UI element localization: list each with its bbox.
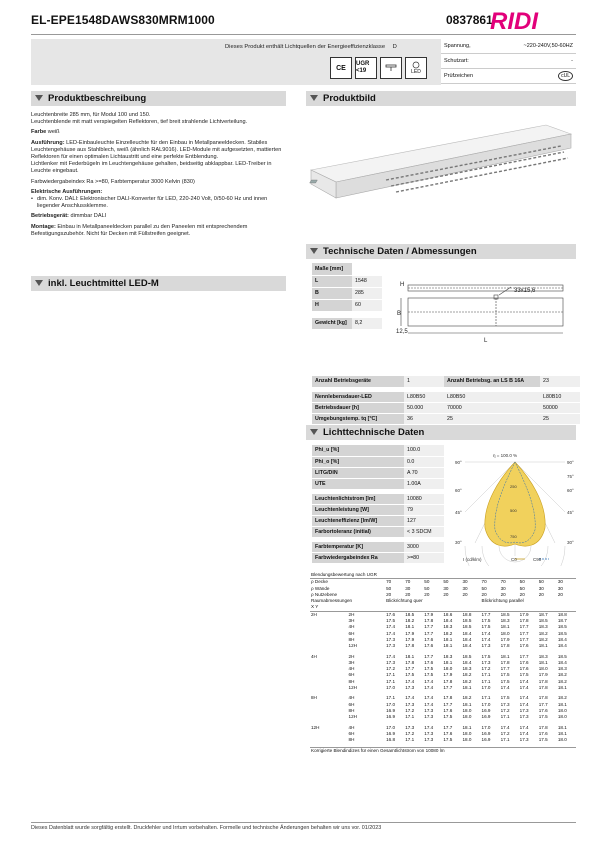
table-row: 8H 16.9 17.2 17.3 17.6 18.0 16.9 17.2 17.3 17.6 18.0 (348, 707, 567, 713)
product-title: EL-EPE1548DAWS830MRM1000 (31, 13, 215, 27)
svg-text:90°: 90° (455, 460, 462, 465)
table-row: Leuchtenlichtstrom [lm] 10080 (312, 493, 444, 504)
light-table (312, 445, 444, 564)
table-row: Farbortoleranz (initial) < 3 SDCM (312, 526, 444, 537)
table-row: 12H 4H 17.0 17.3 17.4 17.7 18.1 17.0 17.4 17.4 17.8 18.1 (311, 724, 567, 730)
table-row: 12H 17.0 17.3 17.4 17.7 18.1 17.0 17.4 17.4 17.8 18.1 (348, 685, 567, 691)
table-row: L 1548 (312, 275, 382, 287)
led-icon: LED (405, 57, 427, 79)
table-row: Nennlebensdauer-LED L80B50 L80B50 L80B10 (312, 391, 580, 402)
table-row: Betriebsdauer [h] 50.000 70000 50000 (312, 402, 580, 413)
section-produktbild: Produktbild (306, 91, 576, 106)
table-row: 3H 17.5 18.2 17.8 18.4 18.5 17.5 18.3 17.8 18.5 18.7 (348, 618, 567, 624)
section-technische-daten: Technische Daten / Abmessungen (306, 244, 576, 259)
table-row: 6H 17.4 17.9 17.7 18.2 18.4 17.4 18.0 17.7 18.2 18.5 (348, 630, 567, 636)
specs-panel (441, 39, 576, 84)
svg-text:500: 500 (510, 508, 517, 513)
table-row: 4H 2H 17.4 18.1 17.7 18.3 18.5 17.5 18.1 17.7 18.3 18.5 (311, 653, 567, 659)
svg-text:45°: 45° (567, 510, 574, 515)
energy-class: D (392, 44, 397, 50)
eta-label: η = 100.0 % (493, 453, 518, 458)
product-image (306, 120, 576, 230)
triangle-icon (35, 280, 43, 286)
operation-table (312, 376, 580, 425)
table-row: 6H 17.1 17.5 17.5 17.9 18.2 17.1 17.5 17.5 17.9 18.2 (348, 672, 567, 678)
table-row: 4H 17.4 18.1 17.7 18.3 18.5 17.5 18.1 17.7 18.3 18.5 (348, 624, 567, 630)
polar-unit: I (cd/klm) (463, 557, 482, 562)
ugr-table (310, 572, 576, 754)
dimensions-table (312, 263, 382, 330)
energy-label: Dieses Produkt enthält Lichtquellen der Energieeffizienzklasse D (225, 44, 397, 50)
table-row: 8H 16.8 17.1 17.3 17.5 18.0 16.9 17.1 17.3 17.5 18.0 (348, 737, 567, 743)
triangle-icon (310, 95, 318, 101)
svg-text:250: 250 (510, 484, 517, 489)
section-leuchtmittel: inkl. Leuchtmittel LED-M (31, 276, 286, 291)
table-row: 2H 2H 17.6 18.5 17.9 18.6 18.8 17.7 18.5 17.9 18.7 18.8 (311, 611, 567, 617)
spec-voltage: Spannung, ~220-240V,50-60HZ (441, 39, 576, 54)
dim-h-label: H (400, 282, 405, 288)
table-row: 6H 16.9 17.2 17.3 17.6 18.0 16.9 17.2 17.4 17.6 18.1 (348, 730, 567, 736)
svg-text:750: 750 (510, 534, 517, 539)
section-lichttechnische-daten: Lichttechnische Daten (306, 425, 576, 440)
table-row: Farbtemperatur [K] 3000 (312, 541, 444, 552)
dim-header: Maße [mm] (312, 263, 352, 275)
svg-text:60°: 60° (455, 488, 462, 493)
triangle-icon (310, 248, 318, 254)
ugr-table-wrap (310, 572, 576, 754)
lamp-icon (380, 57, 402, 79)
svg-text:75°: 75° (567, 474, 574, 479)
triangle-icon (35, 95, 43, 101)
polar-diagram (455, 448, 576, 566)
table-row: LITG/DIN A 70 (312, 467, 444, 478)
cul-mark: cUL (558, 71, 573, 81)
article-number: 0837861 (446, 13, 493, 27)
svg-text:45°: 45° (455, 510, 462, 515)
table-row: 3H 17.3 17.8 17.6 18.1 18.4 17.3 17.8 17.6 18.1 18.4 (348, 659, 567, 665)
table-row: UTE 1.00A (312, 478, 444, 489)
ce-icon: CE (330, 57, 352, 79)
table-row: Umgebungstemp. tq [°C] 36 25 25 (312, 413, 580, 424)
ugr-view-header: Raumabmessungen Blickrichtung quer Blickrichtung parallel (311, 598, 524, 604)
svg-text:30°: 30° (455, 540, 462, 545)
certification-icons (330, 57, 427, 81)
svg-text:90°: 90° (567, 460, 574, 465)
dim-b-label: B (397, 311, 402, 317)
dim-slot-label: 33x15,6 (514, 288, 536, 294)
table-row: 12H 16.9 17.1 17.3 17.5 18.0 16.9 17.1 17.3 17.5 18.0 (348, 714, 567, 720)
ugr-icon: UGR <19 (355, 57, 377, 79)
ugr-footer: Korrigierte Blendindizes für einen Gesamtlichtstrom von 10080 lm (310, 747, 576, 754)
table-row: 8H 4H 17.1 17.4 17.4 17.8 18.2 17.1 17.5 17.4 17.8 18.2 (311, 695, 567, 701)
dim-offset-label: 12,5 (396, 329, 408, 335)
spec-approval: Prüfzeichen cUL (441, 69, 576, 84)
ugr-title: Blendungsbewertung nach UGR (310, 572, 576, 579)
triangle-icon (310, 429, 318, 435)
table-row: H 60 (312, 299, 382, 311)
table-row: Leuchteneffizienz [lm/W] 127 (312, 515, 444, 526)
footer-divider (31, 822, 576, 823)
table-row: 4H 17.2 17.7 17.5 18.0 18.3 17.2 17.7 17.6 18.0 18.3 (348, 666, 567, 672)
table-row: Anzahl Betriebsgeräte 1 Anzahl Betriebsg. an LS B 16A 23 (312, 376, 580, 387)
brand-wordmark: RIDI (490, 8, 538, 32)
svg-text:C0: C0 (511, 557, 517, 562)
table-row: Phi_o [%] 0.0 (312, 456, 444, 467)
table-row: 12H 17.3 17.8 17.6 18.1 18.4 17.3 17.8 17.6 18.1 18.4 (348, 643, 567, 649)
section-produktbeschreibung: Produktbeschreibung (31, 91, 286, 106)
table-row: Phi_u [%] 100.0 (312, 445, 444, 456)
spec-protection: Schutzart: - (441, 54, 576, 69)
table-row: 6H 17.0 17.3 17.4 17.7 18.1 17.0 17.3 17.4 17.7 18.1 (348, 701, 567, 707)
dim-l-label: L (484, 338, 488, 344)
dimension-drawing (396, 265, 576, 345)
ugr-row-waende: ρ Wände 50 30 50 30 30 50 30 50 30 30 (311, 585, 563, 591)
table-row: Leuchtenleistung [W] 79 (312, 504, 444, 515)
header-divider (31, 34, 576, 35)
svg-text:60°: 60° (567, 488, 574, 493)
table-row: 8H 17.3 17.9 17.6 18.1 18.4 17.4 17.9 17.7 18.2 18.4 (348, 636, 567, 642)
disclaimer: Dieses Datenblatt wurde sorgfältig erstellt. Druckfehler und Irrtum vorbehalten. Formelle und technische Änderungen behalten wir uns vor. 01/2023 (31, 825, 382, 831)
table-row: B 285 (312, 287, 382, 299)
ridi-logo (490, 8, 576, 32)
ugr-row-boden: ρ Nutzebene 20 20 20 20 20 20 20 20 20 20 (311, 591, 563, 597)
ugr-xy-header: X Y (310, 604, 576, 611)
weight-row: Gewicht [kg] 8,2 (312, 317, 382, 329)
ugr-row-decke: ρ Decke 70 70 50 50 30 70 70 50 50 30 (311, 579, 563, 585)
product-description: Leuchtenbreite 285 mm, für Modul 100 und 150. Leuchtenblende mit matt verspiegelten Reflektoren, tief breit strahlende Lichtverteilung. Farbe weiß Ausführung: LED-Einbauleuchte Einzelleuchte für den Einbau in Metallpaneeldecken. Stabiles Leuchtengehäuse aus Stahlblech, weiß (ähnlich RAL9016). LED-Module mit aufgesetzten, mattierten Reflektoren für einen optimalen Lichtaustritt und eine perfekte Entblendung. Lichtlenker mit Federbügeln im Leuchtengehäuse gehalten, beidseitig abklappbar. LED-Treiber in Leuchte eingebaut. Farbwiedergabeindex Ra >=80, Farbtemperatur 3000 Kelvin (830) Elektrische Ausführungen: • dim. Konv. DALI: Elektronischer DALI-Konverter für LED, 220-240 Volt, 0/50-60 Hz und innen liegender Anschlussklemme. Betriebsgerät: dimmbar DALI Montage: Einbau in Metallpaneeldecken parallel zu den Paneelen mit entsprechendem Befestigungszubehör. Nicht für Decken mit Füllstreifen geeignet. (31, 112, 286, 241)
svg-text:C90: C90 (533, 557, 542, 562)
table-row: Farbwiedergabeindex Ra >=80 (312, 552, 444, 563)
table-row: 8H 17.1 17.4 17.4 17.8 18.2 17.1 17.5 17.4 17.8 18.2 (348, 678, 567, 684)
svg-text:30°: 30° (567, 540, 574, 545)
